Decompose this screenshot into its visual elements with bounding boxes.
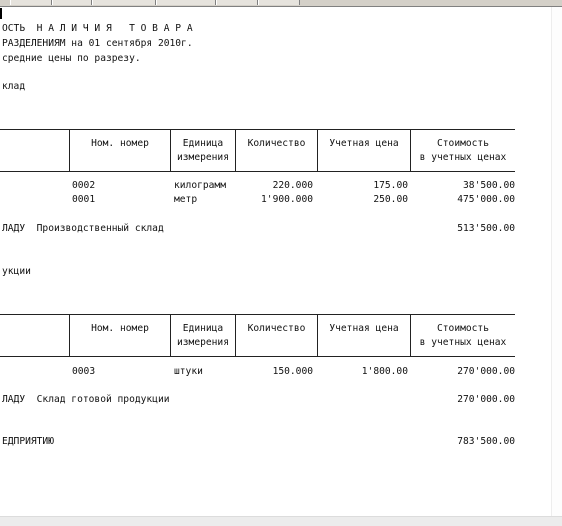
column-header-cost: в учетных ценах: [419, 152, 507, 163]
cell-nom: 0002: [72, 180, 96, 191]
toolbar-button[interactable]: [52, 0, 92, 5]
grand-total-label: ЕДПРИЯТИЮ: [2, 436, 54, 447]
column-divider: [410, 314, 411, 356]
cell-price: 1'800.00: [361, 366, 408, 377]
column-header-cost: Стоимость: [437, 323, 489, 334]
report-note: средние цены по разрезу.: [2, 53, 141, 64]
column-header-qty: Количество: [247, 138, 306, 149]
text-cursor: [0, 8, 2, 19]
table-header-rule: [0, 171, 515, 172]
column-header-nom: Ном. номер: [91, 138, 149, 149]
section-total-value: 270'000.00: [457, 394, 515, 405]
cell-qty: 150.000: [272, 366, 313, 377]
column-header-unit: измерения: [177, 337, 229, 348]
section-total-label: ЛАДУ Производственный склад: [2, 223, 164, 234]
cell-price: 250.00: [373, 194, 408, 205]
column-divider: [317, 129, 318, 171]
table-header-rule: [0, 356, 515, 357]
report-title: ОСТЬ Н А Л И Ч И Я Т О В А Р А: [2, 23, 193, 34]
group-label: укции: [2, 266, 31, 277]
column-header-price: Учетная цена: [329, 323, 399, 334]
column-divider: [170, 314, 171, 356]
toolbar-button[interactable]: [156, 0, 216, 5]
cell-unit: штуки: [174, 366, 203, 377]
column-divider: [317, 314, 318, 356]
table-top-rule: [0, 314, 515, 315]
cell-nom: 0001: [72, 194, 96, 205]
column-header-price: Учетная цена: [329, 138, 399, 149]
column-header-unit: Единица: [182, 323, 224, 334]
toolbar-button[interactable]: [10, 0, 52, 5]
column-divider: [170, 129, 171, 171]
toolbar-button[interactable]: [258, 0, 300, 5]
column-divider: [235, 314, 236, 356]
column-divider: [69, 314, 70, 356]
table-top-rule: [0, 129, 515, 130]
cell-qty: 220.000: [272, 180, 313, 191]
column-divider: [235, 129, 236, 171]
section-total-value: 513'500.00: [457, 223, 515, 234]
grand-total-value: 783'500.00: [457, 436, 515, 447]
cell-cost: 38'500.00: [463, 180, 515, 191]
cell-qty: 1'900.000: [261, 194, 313, 205]
section-total-label: ЛАДУ Склад готовой продукции: [2, 394, 170, 405]
column-header-unit: измерения: [177, 152, 229, 163]
column-header-cost: Стоимость: [437, 138, 489, 149]
column-divider: [69, 129, 70, 171]
column-divider: [410, 129, 411, 171]
column-header-cost: в учетных ценах: [419, 337, 507, 348]
cell-unit: килограмм: [174, 180, 226, 191]
column-header-nom: Ном. номер: [91, 323, 149, 334]
toolbar-button[interactable]: [216, 0, 258, 5]
report-subtitle: РАЗДЕЛЕНИЯМ на 01 сентября 2010г.: [2, 38, 193, 49]
toolbar-button[interactable]: [92, 0, 156, 5]
cell-cost: 270'000.00: [457, 366, 515, 377]
column-header-unit: Единица: [182, 138, 224, 149]
group-label: клад: [2, 81, 26, 92]
cell-nom: 0003: [72, 366, 96, 377]
cell-cost: 475'000.00: [457, 194, 515, 205]
toolbar: [0, 0, 562, 7]
vertical-scrollbar[interactable]: [551, 7, 562, 517]
column-header-qty: Количество: [247, 323, 306, 334]
cell-unit: метр: [174, 194, 198, 205]
cell-price: 175.00: [373, 180, 408, 191]
status-bar: [0, 516, 562, 526]
